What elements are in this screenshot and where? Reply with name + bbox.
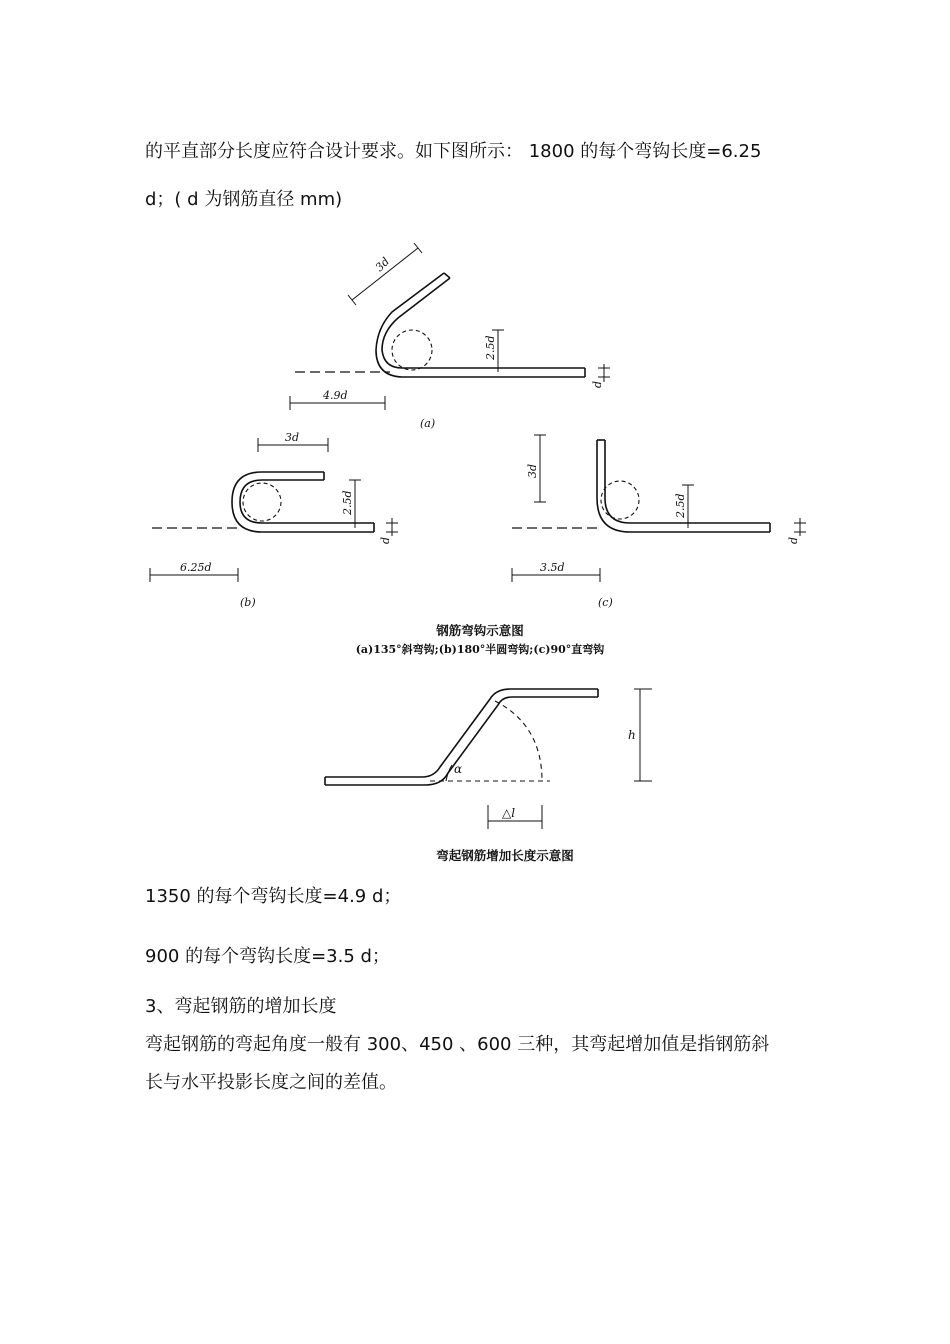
paragraph-line: 的平直部分长度应符合设计要求。如下图所示： 1800 的每个弯钩长度=6.25: [145, 141, 762, 162]
paragraph-line: d；( d 为钢筋直径 mm): [145, 189, 343, 210]
dim-label: h: [628, 728, 636, 742]
dim-label: 3d: [526, 463, 539, 478]
paragraph-line: 1350 的每个弯钩长度=4.9 d；: [145, 886, 402, 907]
figure-label: (c): [598, 596, 613, 609]
dim-label: 3.5d: [540, 561, 565, 574]
dim-label: d: [379, 536, 392, 544]
figure-label: (a): [420, 417, 436, 430]
hook-c-90: [512, 435, 806, 582]
figure-caption-sub: (a)135°斜弯钩;(b)180°半圆弯钩;(c)90°直弯钩: [355, 643, 605, 656]
dim-label: 2.5d: [674, 493, 687, 518]
paragraph-line: 900 的每个弯钩长度=3.5 d；: [145, 946, 390, 967]
figure-caption-title: 钢筋弯钩示意图: [436, 623, 524, 638]
figure-caption: 弯起钢筋增加长度示意图: [436, 848, 574, 863]
section-heading: 3、弯起钢筋的增加长度: [145, 996, 337, 1017]
figure-label: (b): [240, 596, 256, 609]
dim-label: 2.5d: [484, 335, 497, 360]
dim-label: d: [591, 380, 604, 388]
dim-label: △l: [502, 806, 516, 820]
dim-label: 3d: [285, 431, 300, 444]
dim-label: 2.5d: [341, 490, 354, 515]
dim-label: 4.9d: [323, 389, 348, 402]
angle-label: α: [454, 762, 463, 776]
dim-label: 3d: [372, 254, 393, 275]
paragraph-line: 长与水平投影长度之间的差值。: [145, 1072, 397, 1093]
dim-label: d: [787, 536, 800, 544]
paragraph-line: 弯起钢筋的弯起角度一般有 300、450 、600 三种，其弯起增加值是指钢筋斜: [145, 1034, 770, 1055]
hook-diagram-figure: [140, 240, 820, 660]
dim-label: 6.25d: [180, 561, 212, 574]
bent-bar-figure: [140, 675, 820, 870]
hook-a-135: [290, 243, 610, 410]
